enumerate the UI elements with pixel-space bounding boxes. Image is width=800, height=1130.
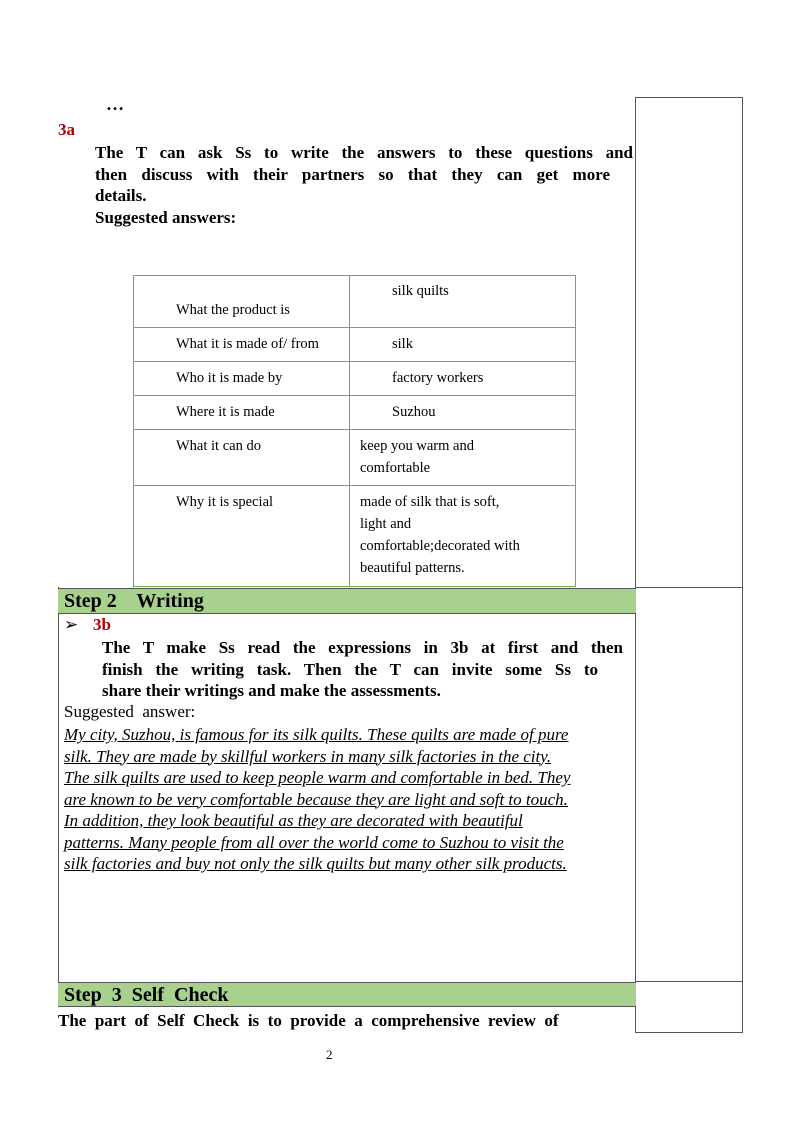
table-answer-cell (350, 430, 576, 486)
step2-heading: Step 2 Writing (58, 588, 636, 614)
instruction-line: details. (95, 186, 147, 205)
essay-line: In addition, they look beautiful as they are decorated with beautiful (64, 811, 523, 830)
answer-text: made of silk that is soft, (360, 494, 500, 510)
essay-line: patterns. Many people from all over the world come to Suzhou to visit the (64, 832, 564, 852)
section-3b-instruction (102, 637, 623, 702)
bullet-arrow-icon: ➢ (64, 615, 79, 634)
answer-text: beautiful patterns. (360, 560, 465, 576)
answer-text: comfortable;decorated with (360, 538, 520, 554)
instruction-line: finish the writing task. Then the T can invite some Ss to (102, 659, 598, 679)
instruction-line: The T make Ss read the expressions in 3b at first and then (102, 638, 623, 657)
essay-line: are known to be very comfortable because they are light and soft to touch. (64, 789, 568, 809)
table-question-cell (134, 486, 350, 587)
section-3b-label: 3b (93, 615, 111, 634)
essay-line: The silk quilts are used to keep people warm and comfortable in bed. They (64, 768, 571, 787)
question-text: What it can do (176, 438, 261, 454)
suggested-answer-label: Suggested answer: (64, 702, 196, 721)
instruction-line: The T can ask Ss to write the answers to these questions and (95, 143, 633, 162)
table-answer-cell (350, 328, 576, 362)
ellipsis: … (106, 94, 124, 114)
step3-row-divider-right (635, 981, 743, 982)
essay-line: silk factories and buy not only the silk quilts but many other silk products. (64, 854, 567, 873)
table-row (134, 328, 576, 362)
essay-text (64, 724, 632, 875)
table-row (134, 276, 576, 328)
right-column-top-border (635, 97, 743, 98)
question-text: Where it is made (176, 404, 275, 420)
step3-heading: Step 3 Self Check (58, 982, 636, 1007)
table-question-cell (134, 328, 350, 362)
section-3a-label: 3a (58, 120, 75, 139)
question-text: Why it is special (176, 494, 274, 510)
essay-line: My city, Suzhou, is famous for its silk quilts. These quilts are made of pure (64, 725, 569, 744)
answer-text: factory workers (392, 370, 484, 386)
answer-text: Suzhou (392, 404, 436, 420)
answer-text: comfortable (360, 460, 431, 476)
table-answer-cell (350, 362, 576, 396)
right-column-bottom-border (635, 1032, 743, 1033)
answer-text: silk (392, 336, 413, 352)
table-row (134, 396, 576, 430)
right-column-right-border (742, 97, 743, 1033)
table-answer-cell (350, 276, 576, 328)
table-question-cell (134, 430, 350, 486)
section-3a-instruction (95, 142, 633, 228)
question-text: What it is made of/ from (176, 336, 319, 352)
table-question-cell (134, 362, 350, 396)
answer-text: light and (360, 516, 412, 532)
answer-text: keep you warm and (360, 438, 474, 454)
question-text: What the product is (176, 302, 290, 318)
page-number: 2 (326, 1047, 333, 1062)
answer-text: silk quilts (392, 283, 449, 299)
table-row (134, 362, 576, 396)
question-text: Who it is made by (176, 370, 283, 386)
instruction-line: then discuss with their partners so that they can get more (95, 164, 610, 184)
table-question-cell (134, 396, 350, 430)
left-border (58, 587, 59, 1007)
table-row (134, 486, 576, 587)
step3-text: The part of Self Check is to provide a comprehensive review of (58, 1011, 559, 1030)
essay-line: silk. They are made by skillful workers in many silk factories in the city. (64, 746, 552, 766)
table-answer-cell (350, 486, 576, 587)
right-column-left-border (635, 97, 636, 1033)
table-row (134, 430, 576, 486)
instruction-line: share their writings and make the assessments. (102, 681, 441, 700)
answer-table (133, 275, 576, 587)
step2-row-divider-right (635, 587, 743, 588)
suggested-answers-label: Suggested answers: (95, 207, 237, 227)
table-answer-cell (350, 396, 576, 430)
table-question-cell (134, 276, 350, 328)
